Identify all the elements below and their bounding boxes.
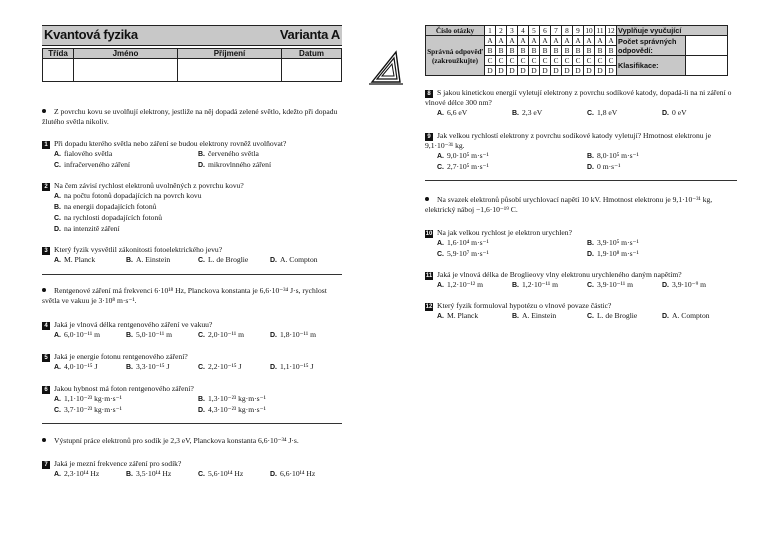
answer-9a[interactable]: A. 9,0·10⁵ m·s⁻¹ (437, 151, 489, 160)
answer-10c[interactable]: C. 5,9·10⁷ m·s⁻¹ (437, 249, 489, 258)
variant-label: Varianta A (279, 27, 340, 42)
answer-6a[interactable]: A. 1,1·10⁻²³ kg·m·s⁻¹ (54, 394, 122, 403)
question-5: 5 Jaká je energie fotonu rentgenového záření? A. 4,0·10⁻¹⁵ J B. 3,3·10⁻¹⁵ J C. 2,2·10⁻¹⁵ J D. 1,1·10⁻¹⁵ J (42, 352, 342, 373)
answer-6b[interactable]: B. 1,3·10⁻²³ kg·m·s⁻¹ (198, 394, 266, 403)
answer-cell[interactable]: B (595, 46, 606, 56)
section-divider (425, 180, 737, 181)
answer-cell[interactable]: D (584, 66, 595, 76)
answer-cell[interactable]: A (562, 36, 573, 46)
bullet-icon (425, 197, 429, 201)
answer-2c[interactable]: C. na rychlosti dopadajících fotonů (54, 213, 163, 222)
answer-8a[interactable]: A. 6,6 eV (437, 108, 468, 117)
answer-4d[interactable]: D. 1,8·10⁻¹¹ m (270, 330, 316, 339)
answer-cell[interactable]: C (606, 56, 617, 66)
answer-cell[interactable]: D (507, 66, 518, 76)
grade-label: Klasifikace: (617, 56, 686, 76)
answer-1c[interactable]: C. infračerveného záření (54, 160, 130, 169)
answer-11b[interactable]: B. 1,2·10⁻¹¹ m (512, 280, 558, 289)
answer-9b[interactable]: B. 8,0·10⁵ m·s⁻¹ (587, 151, 639, 160)
answer-7c[interactable]: C. 5,6·10¹⁴ Hz (198, 469, 244, 478)
answer-cell[interactable]: B (496, 46, 507, 56)
answer-10b[interactable]: B. 3,9·10⁵ m·s⁻¹ (587, 238, 639, 247)
answer-cell[interactable]: B (507, 46, 518, 56)
name-field[interactable] (74, 59, 178, 82)
triangle-logo-icon (366, 48, 406, 88)
answer-3a[interactable]: A. M. Planck (54, 255, 96, 264)
answer-cell[interactable]: D (573, 66, 584, 76)
answer-2b[interactable]: B. na energii dopadajících fotonů (54, 202, 157, 211)
question-8: 8 S jakou kinetickou energií vyletují elektrony z povrchu sodíkové katody, dopadá-li na ni záření o vlnové délce 300 nm? A. 6,6 eV B. 2,3 eV C. 1,8 eV D. 0 eV (425, 88, 737, 119)
answer-1d[interactable]: D. mikrovlnného záření (198, 160, 272, 169)
answer-12a[interactable]: A. M. Planck (437, 311, 479, 320)
class-header: Třída (43, 49, 74, 59)
bullet-icon (42, 438, 46, 442)
intro-3: Výstupní práce elektronů pro sodík je 2,3 eV, Planckova konstanta 6,6·10⁻³⁴ J·s. (42, 436, 342, 446)
question-7: 7 Jaká je mezní frekvence záření pro sodík? A. 2,3·10¹⁴ Hz B. 3,5·10¹⁴ Hz C. 5,6·10¹⁴ Hz D. 6,6·10¹⁴ Hz (42, 459, 342, 480)
answer-cell[interactable]: D (562, 66, 573, 76)
answer-10d[interactable]: D. 1,9·10⁸ m·s⁻¹ (587, 249, 639, 258)
answer-cell[interactable]: C (507, 56, 518, 66)
answer-5d[interactable]: D. 1,1·10⁻¹⁵ J (270, 362, 314, 371)
answer-cell[interactable]: B (606, 46, 617, 56)
answer-cell[interactable]: A (606, 36, 617, 46)
teacher-fill-label: Vyplňuje vyučující (617, 26, 728, 36)
answer-cell[interactable]: B (485, 46, 496, 56)
answer-6c[interactable]: C. 3,7·10⁻²³ kg·m·s⁻¹ (54, 405, 122, 414)
answer-cell[interactable]: C (573, 56, 584, 66)
answer-2a[interactable]: A. na počtu fotonů dopadajících na povrch kovu (54, 191, 202, 200)
answer-5c[interactable]: C. 2,2·10⁻¹⁵ J (198, 362, 242, 371)
answer-3c[interactable]: C. L. de Broglie (198, 255, 249, 264)
answer-6d[interactable]: D. 4,3·10⁻²³ kg·m·s⁻¹ (198, 405, 266, 414)
question-6: 6 Jakou hybnost má foton rentgenového záření? A. 1,1·10⁻²³ kg·m·s⁻¹ B. 1,3·10⁻²³ kg·m·s⁻¹ C. 3,7·10⁻²³ kg·m·s⁻¹ D. 4,3·10⁻²³ kg·m·s⁻¹ (42, 384, 342, 416)
class-field[interactable] (43, 59, 74, 82)
answer-cell[interactable]: D (529, 66, 540, 76)
answer-8d[interactable]: D. 0 eV (662, 108, 687, 117)
answer-11c[interactable]: C. 3,9·10⁻¹¹ m (587, 280, 633, 289)
question-3: 3 Který fyzik vysvětlil zákonitosti fotoelektrického jevu? A. M. Planck B. A. Einstein C. L. de Broglie D. A. Compton (42, 245, 342, 266)
answer-4b[interactable]: B. 5,0·10⁻¹¹ m (126, 330, 172, 339)
answer-3b[interactable]: B. A. Einstein (126, 255, 171, 264)
question-1: 1 Při dopadu kterého světla nebo záření se budou elektrony rovněž uvolňovat? A. fialového světla B. červeného světla C. infračerveného záření D. mikrovlnného záření (42, 139, 342, 171)
answer-cell[interactable]: D (551, 66, 562, 76)
test-header (42, 25, 342, 46)
answer-cell[interactable]: A (595, 36, 606, 46)
date-header: Datum (282, 49, 342, 59)
question-12: 12 Který fyzik formuloval hypotézu o vlnové povaze částic? A. M. Planck B. A. Einstein C. L. de Broglie D. A. Compton (425, 301, 737, 322)
intro-1: Z povrchu kovu se uvolňují elektrony, jestliže na něj dopadá zelené světlo, kdežto při dopadu žlutého světla nikoliv. (42, 107, 338, 126)
answer-cell[interactable]: C (518, 56, 529, 66)
answer-8b[interactable]: B. 2,3 eV (512, 108, 543, 117)
answer-11d[interactable]: D. 3,9·10⁻⁹ m (662, 280, 707, 289)
answer-1a[interactable]: A. fialového světla (54, 149, 113, 158)
answer-sheet: Číslo otázky 1 2 3 4 5 6 7 8 9 10 11 12 Vyplňuje vyučující Správná odpověď (zakroužkujte) A A A A A A A A A A A A Počet správných odpovědí: B B B B B B B B B B B B C C C C C C C C C C C C Klasifikace: D D D D D D D D D D D D (425, 25, 728, 76)
answer-7d[interactable]: D. 6,6·10¹⁴ Hz (270, 469, 316, 478)
answer-cell[interactable]: B (518, 46, 529, 56)
name-header: Jméno (74, 49, 178, 59)
answer-cell[interactable]: A (551, 36, 562, 46)
answer-cell[interactable]: C (584, 56, 595, 66)
answer-cell[interactable]: B (573, 46, 584, 56)
answer-cell[interactable]: A (518, 36, 529, 46)
answer-4a[interactable]: A. 6,0·10⁻¹¹ m (54, 330, 100, 339)
answer-10a[interactable]: A. 1,6·10⁴ m·s⁻¹ (437, 238, 489, 247)
date-field[interactable] (282, 59, 342, 82)
answer-cell[interactable]: D (540, 66, 551, 76)
answer-cell[interactable]: C (529, 56, 540, 66)
correct-count-field[interactable] (686, 36, 728, 56)
answer-cell[interactable]: B (540, 46, 551, 56)
answer-cell[interactable]: A (485, 36, 496, 46)
answer-cell[interactable]: C (540, 56, 551, 66)
answer-4c[interactable]: C. 2,0·10⁻¹¹ m (198, 330, 244, 339)
answer-2d[interactable]: D. na intenzitě záření (54, 224, 120, 233)
question-9: 9 Jak velkou rychlostí elektrony z povrchu sodíkové katody vyletují? Hmotnost elektronu je 9,1·10⁻³¹ kg. A. 9,0·10⁵ m·s⁻¹ B. 8,0·10⁵ m·s⁻¹ C. 2,7·10⁵ m·s⁻¹ D. 0 m·s⁻¹ (425, 131, 737, 173)
question-11: 11 Jaká je vlnová délka de Broglieovy vlny elektronu urychleného daným napětím? A. 1,2·10⁻¹² m B. 1,2·10⁻¹¹ m C. 3,9·10⁻¹¹ m D. 3,9·10⁻⁹ m (425, 270, 737, 291)
intro-2: Rentgenové záření má frekvenci 6·10¹⁸ Hz, Planckova konstanta je 6,6·10⁻³⁴ J·s, rychlost světla ve vakuu je 3·10⁸ m·s⁻¹. (42, 286, 327, 305)
answer-cell[interactable]: C (595, 56, 606, 66)
student-info-table (42, 48, 342, 82)
answer-cell[interactable]: B (529, 46, 540, 56)
surname-header: Příjmení (178, 49, 282, 59)
answer-cell[interactable]: A (573, 36, 584, 46)
answer-cell[interactable]: D (485, 66, 496, 76)
question-4: 4 Jaká je vlnová délka rentgenového záření ve vakuu? A. 6,0·10⁻¹¹ m B. 5,0·10⁻¹¹ m C. 2,0·10⁻¹¹ m D. 1,8·10⁻¹¹ m (42, 320, 342, 341)
answer-3d[interactable]: D. A. Compton (270, 255, 318, 264)
correct-count-label: Počet správných odpovědí: (617, 36, 686, 56)
answer-cell[interactable]: B (551, 46, 562, 56)
answer-cell[interactable]: A (540, 36, 551, 46)
question-2: 2 Na čem závisí rychlost elektronů uvolněných z povrchu kovu? A. na počtu fotonů dopadajících na povrch kovu B. na energii dopadajících fotonů C. na rychlosti dopadajících fotonů D. na intenzitě záření (42, 181, 342, 235)
answer-7a[interactable]: A. 2,3·10¹⁴ Hz (54, 469, 100, 478)
test-title: Kvantová fyzika (44, 27, 138, 42)
surname-field[interactable] (178, 59, 282, 82)
answer-11a[interactable]: A. 1,2·10⁻¹² m (437, 280, 483, 289)
answer-cell[interactable]: D (518, 66, 529, 76)
bullet-icon (42, 288, 46, 292)
answer-cell[interactable]: B (562, 46, 573, 56)
answer-5a[interactable]: A. 4,0·10⁻¹⁵ J (54, 362, 98, 371)
section-divider (42, 423, 342, 424)
answer-cell[interactable]: A (529, 36, 540, 46)
answer-1b[interactable]: B. červeného světla (198, 149, 259, 158)
answer-cell[interactable]: C (562, 56, 573, 66)
answer-9d[interactable]: D. 0 m·s⁻¹ (587, 162, 621, 171)
answer-5b[interactable]: B. 3,3·10⁻¹⁵ J (126, 362, 170, 371)
answer-9c[interactable]: C. 2,7·10⁵ m·s⁻¹ (437, 162, 489, 171)
answer-cell[interactable]: A (496, 36, 507, 46)
answer-7b[interactable]: B. 3,5·10¹⁴ Hz (126, 469, 172, 478)
answer-cell[interactable]: C (485, 56, 496, 66)
answer-12d[interactable]: D. A. Compton (662, 311, 710, 320)
answer-cell[interactable]: C (551, 56, 562, 66)
question-10: 10 Na jak velkou rychlost je elektron urychlen? A. 1,6·10⁴ m·s⁻¹ B. 3,9·10⁵ m·s⁻¹ C. 5,9·10⁷ m·s⁻¹ D. 1,9·10⁸ m·s⁻¹ (425, 228, 737, 260)
grade-field[interactable] (686, 56, 728, 76)
answer-cell[interactable]: C (496, 56, 507, 66)
answer-cell[interactable]: D (606, 66, 617, 76)
correct-answer-label: Správná odpověď (zakroužkujte) (426, 36, 485, 76)
section-divider (42, 274, 342, 275)
answer-cell[interactable]: A (584, 36, 595, 46)
question-number-header: Číslo otázky (426, 26, 485, 36)
intro-4: Na svazek elektronů působí urychlovací napětí 10 kV. Hmotnost elektronu je 9,1·10⁻³¹ kg, elektrický náboj −1,6·10⁻¹⁹ C. (425, 195, 713, 214)
bullet-icon (42, 109, 46, 113)
answer-cell[interactable]: D (595, 66, 606, 76)
answer-8c[interactable]: C. 1,8 eV (587, 108, 618, 117)
answer-cell[interactable]: D (496, 66, 507, 76)
answer-cell[interactable]: A (507, 36, 518, 46)
answer-cell[interactable]: B (584, 46, 595, 56)
answer-12c[interactable]: C. L. de Broglie (587, 311, 638, 320)
answer-12b[interactable]: B. A. Einstein (512, 311, 557, 320)
